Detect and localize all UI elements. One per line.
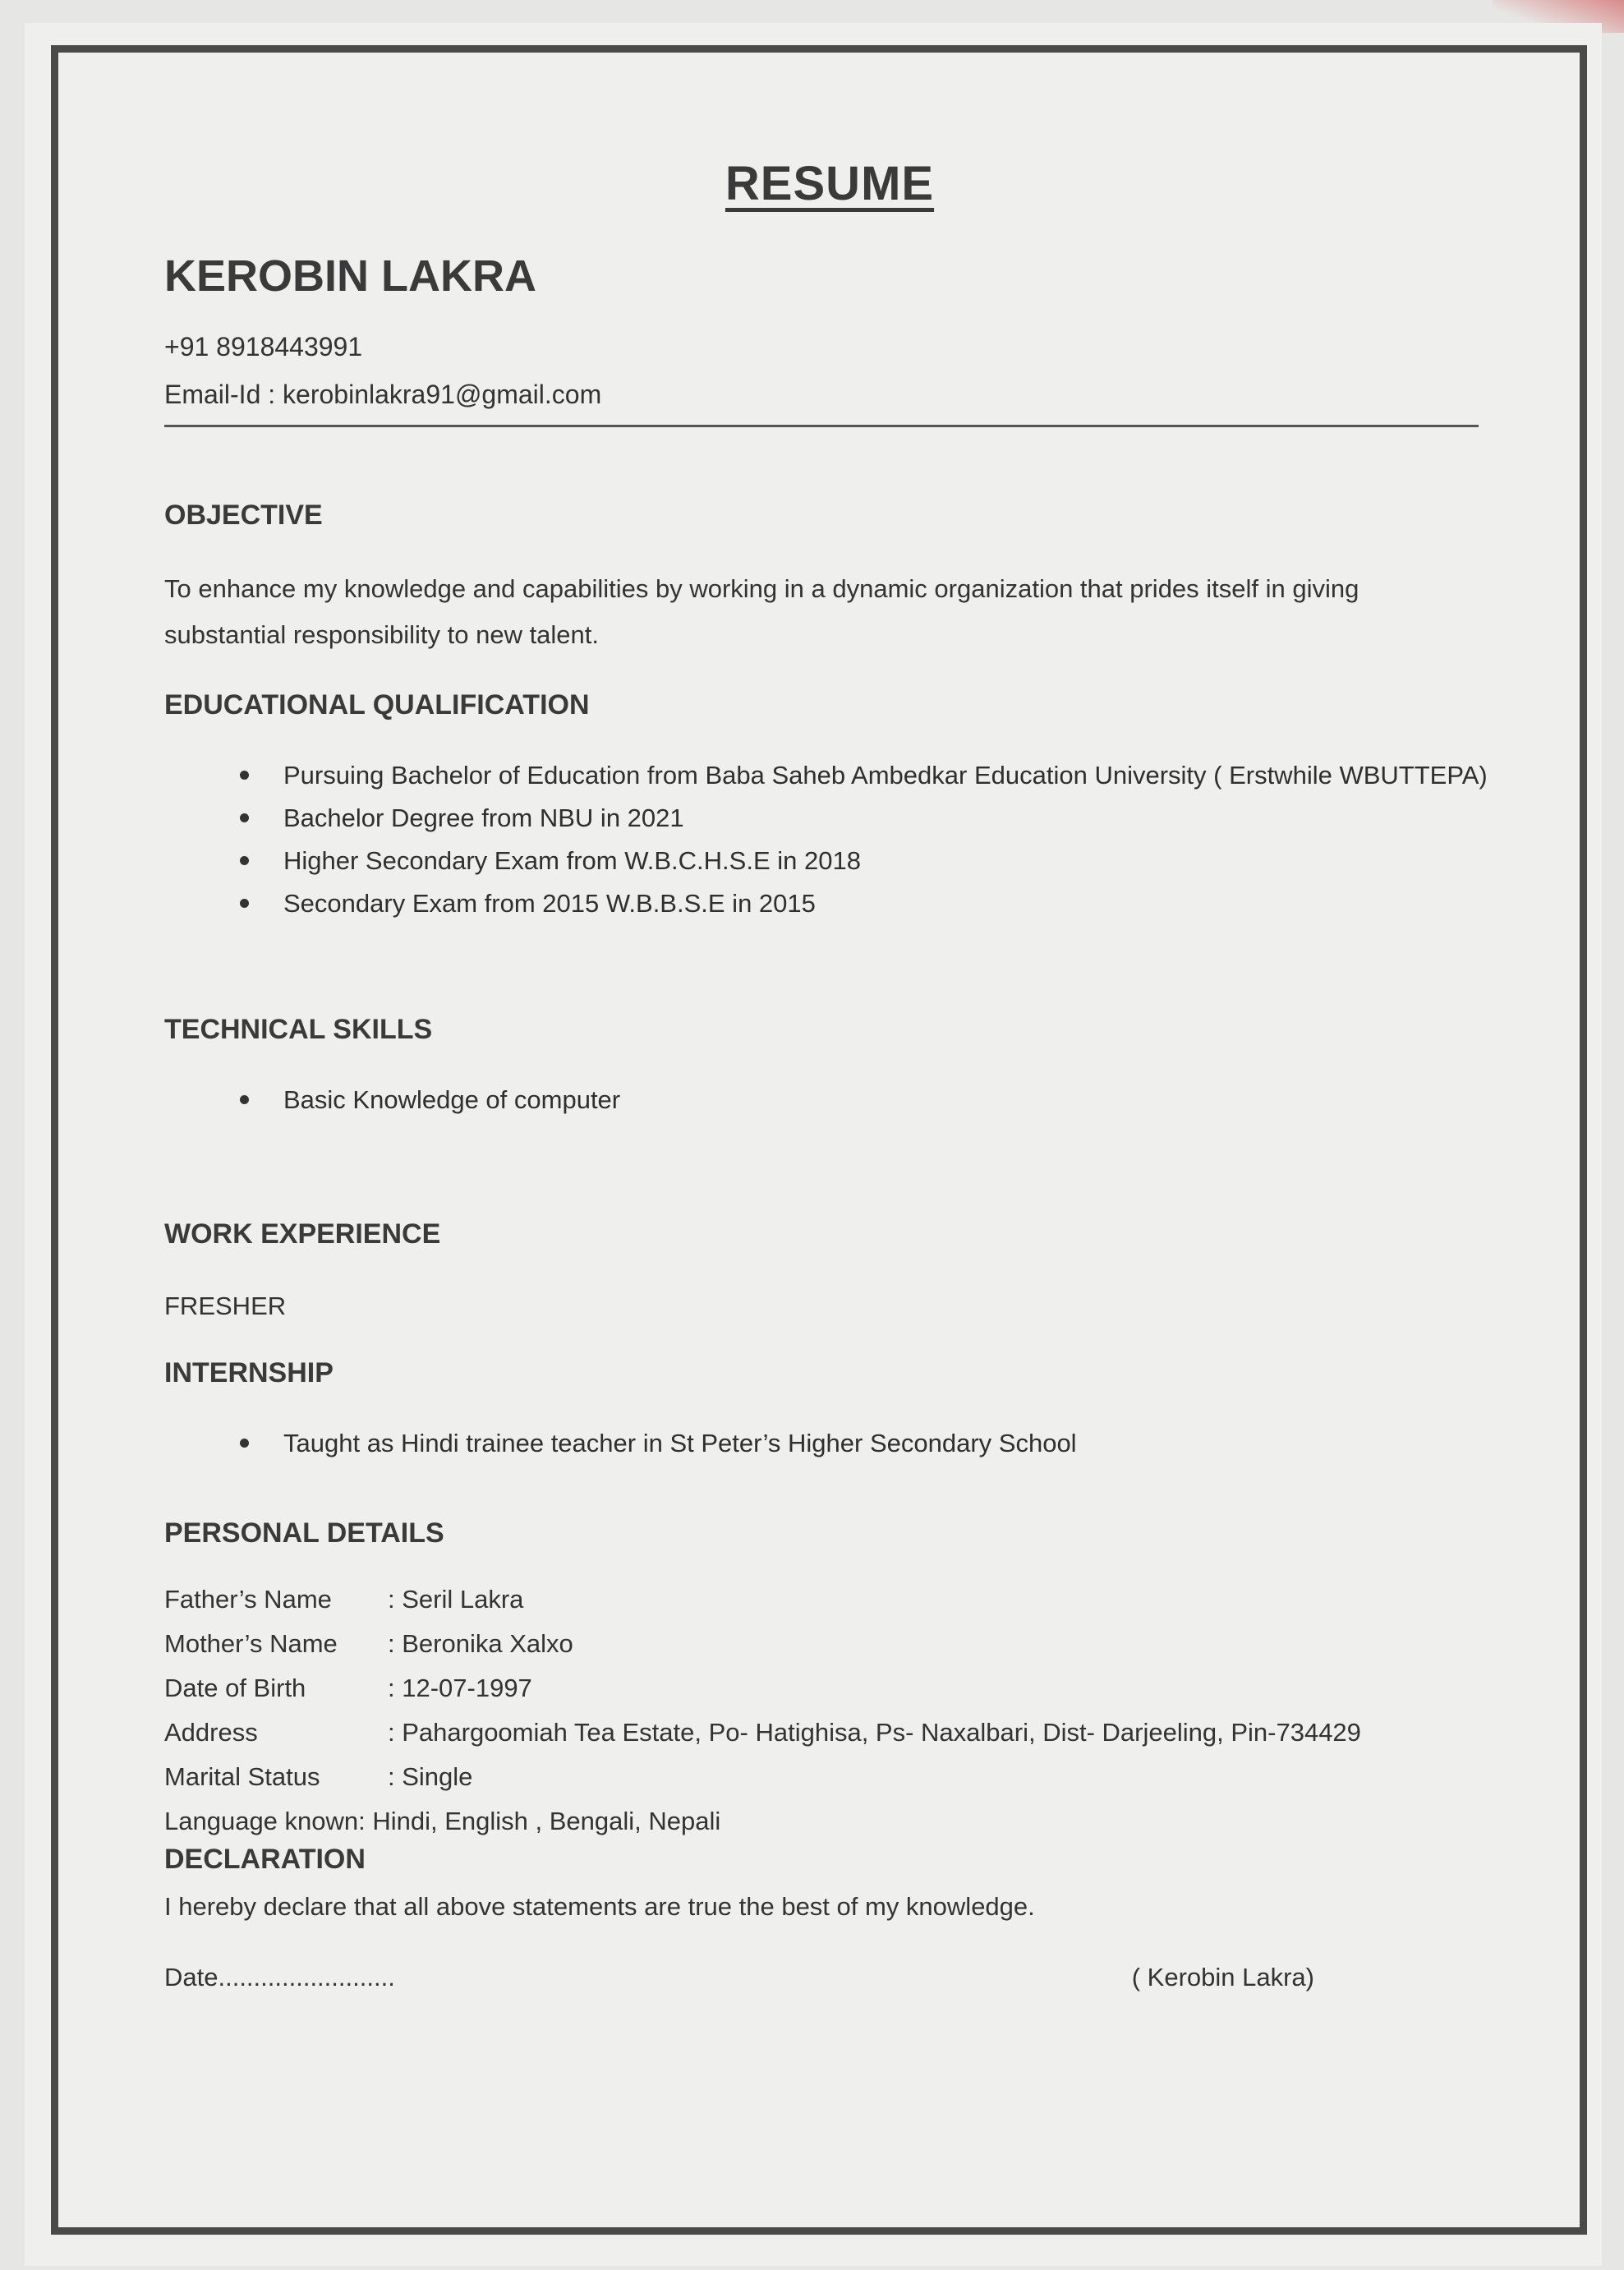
education-item: Higher Secondary Exam from W.B.C.H.S.E in 2018	[164, 840, 1495, 882]
email-address: Email-Id : kerobinlakra91@gmail.com	[164, 380, 602, 409]
detail-label: Father’s Name	[164, 1585, 332, 1614]
detail-value: : Single	[388, 1762, 473, 1791]
document-title: RESUME	[725, 157, 935, 210]
skills-heading: TECHNICAL SKILLS	[164, 1014, 433, 1045]
detail-label: Address	[164, 1718, 258, 1747]
applicant-name: KEROBIN LAKRA	[164, 251, 536, 301]
objective-heading: OBJECTIVE	[164, 500, 323, 531]
detail-value: : 12-07-1997	[388, 1674, 532, 1702]
education-item: Secondary Exam from 2015 W.B.B.S.E in 2015	[164, 882, 1495, 925]
detail-row-address	[164, 1711, 1495, 1755]
internship-list	[164, 1422, 1495, 1465]
declaration-heading: DECLARATION	[164, 1844, 366, 1875]
internship-heading: INTERNSHIP	[164, 1357, 334, 1388]
detail-row-father	[164, 1577, 1495, 1622]
detail-value: : Seril Lakra	[388, 1585, 524, 1614]
education-heading: EDUCATIONAL QUALIFICATION	[164, 689, 590, 721]
education-item: Bachelor Degree from NBU in 2021	[164, 797, 1495, 840]
detail-value: : Pahargoomiah Tea Estate, Po- Hatighisa, Ps- Naxalbari, Dist- Darjeeling, Pin-734429	[388, 1718, 1361, 1747]
work-heading: WORK EXPERIENCE	[164, 1218, 441, 1250]
detail-label: Date of Birth	[164, 1674, 306, 1702]
detail-row-marital	[164, 1755, 1495, 1799]
detail-label: Mother’s Name	[164, 1629, 338, 1658]
languages-known: Language known: Hindi, English , Bengali, Nepali	[164, 1807, 721, 1835]
education-item: Pursuing Bachelor of Education from Baba Saheb Ambedkar Education University ( Erstwhile WBUTTEPA)	[164, 754, 1495, 797]
detail-row-mother	[164, 1622, 1495, 1666]
education-list	[164, 754, 1495, 925]
internship-item: Taught as Hindi trainee teacher in St Peter’s Higher Secondary School	[164, 1422, 1495, 1465]
skill-item: Basic Knowledge of computer	[164, 1079, 1495, 1121]
phone-number: +91 8918443991	[164, 332, 363, 361]
personal-heading: PERSONAL DETAILS	[164, 1517, 444, 1549]
skills-list	[164, 1079, 1495, 1121]
date-line: Date.........................	[164, 1963, 395, 1991]
declaration-text: I hereby declare that all above statements are true the best of my knowledge.	[164, 1892, 1035, 1921]
personal-details	[164, 1577, 1495, 1844]
detail-label: Marital Status	[164, 1762, 320, 1791]
signature-footer	[164, 1963, 1314, 1992]
detail-row-dob	[164, 1666, 1495, 1711]
work-text: FRESHER	[164, 1292, 287, 1320]
signature-name: ( Kerobin Lakra)	[1131, 1963, 1314, 1991]
objective-text: To enhance my knowledge and capabilities by working in a dynamic organization that prides itself in giving substantial responsibility to new talent.	[164, 574, 1359, 649]
resume-content	[164, 156, 1495, 2210]
detail-value: : Beronika Xalxo	[388, 1629, 573, 1658]
